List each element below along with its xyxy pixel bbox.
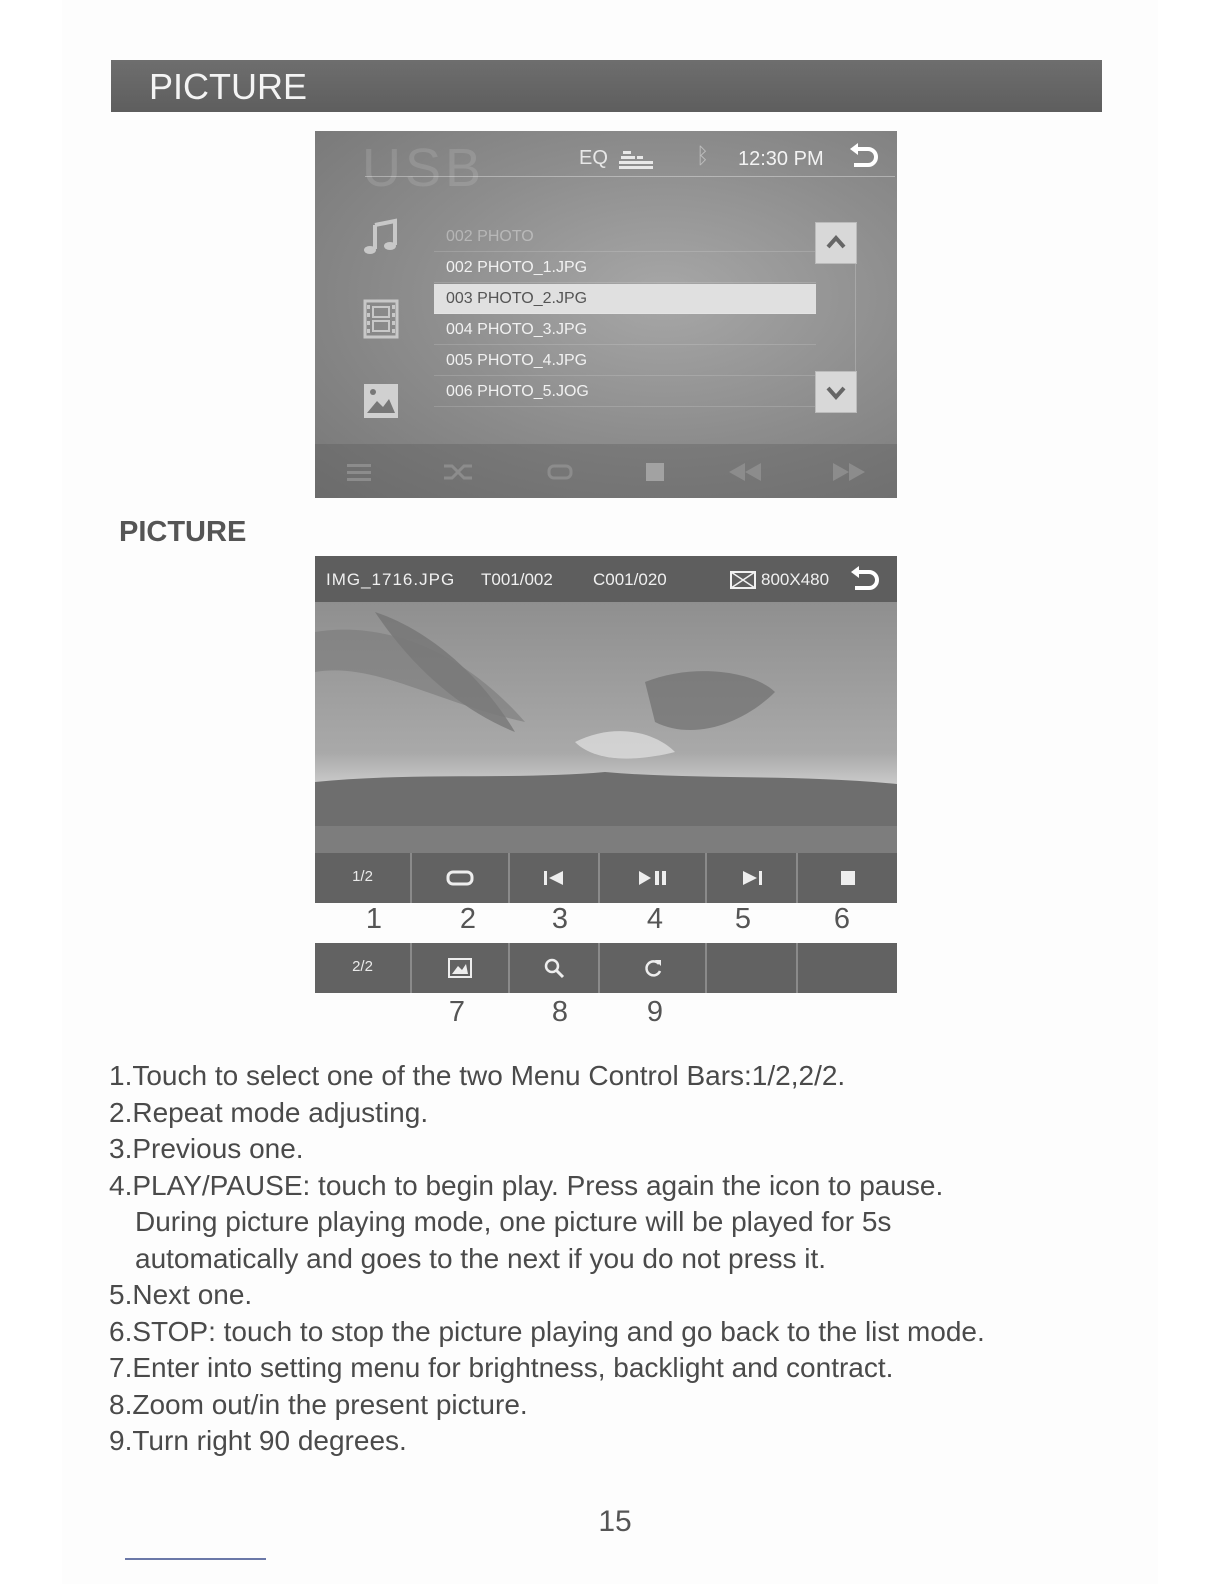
callout-number: 8 <box>551 996 569 1028</box>
picture-settings-icon <box>448 958 472 978</box>
list-item-selected[interactable]: 003 PHOTO_2.JPG <box>434 284 816 314</box>
bluetooth-icon: ᛒ <box>696 143 710 168</box>
track-counter: T001/002 <box>481 570 553 589</box>
fast-forward-icon[interactable] <box>809 445 889 498</box>
control-bar-2 <box>315 943 897 993</box>
stop-icon <box>840 870 856 886</box>
list-item[interactable]: 005 PHOTO_4.JPG <box>434 346 816 376</box>
callout-number: 6 <box>833 903 851 935</box>
zoom-icon <box>542 956 566 980</box>
list-item[interactable]: 006 PHOTO_5.JOG <box>434 377 816 407</box>
bar-switch-button[interactable] <box>315 853 412 903</box>
next-button[interactable] <box>707 853 798 903</box>
rotate-button[interactable] <box>600 943 707 993</box>
description-item: 5.Next one. <box>109 1279 253 1310</box>
callout-number: 9 <box>646 996 664 1028</box>
divider <box>365 176 895 177</box>
description-item: 9.Turn right 90 degrees. <box>109 1425 407 1456</box>
zoom-button[interactable] <box>510 943 600 993</box>
subsection-title: PICTURE <box>119 516 247 548</box>
callout-number: 1 <box>365 903 383 935</box>
rotate-icon <box>642 957 664 979</box>
description-item: 6.STOP: touch to stop the picture playing and go back to the list mode. <box>109 1315 985 1347</box>
equalizer-icon[interactable] <box>619 149 653 169</box>
empty-slot <box>798 943 897 993</box>
picture-screen <box>315 556 897 854</box>
back-icon[interactable] <box>847 564 881 596</box>
description-item-continued: During picture playing mode, one picture will be played for 5s <box>135 1206 892 1237</box>
play-pause-icon <box>637 869 669 887</box>
repeat-icon <box>445 869 475 887</box>
list-icon[interactable] <box>319 445 399 498</box>
repeat-button[interactable] <box>412 853 510 903</box>
music-note-icon[interactable] <box>361 217 401 257</box>
list-item[interactable]: 004 PHOTO_3.JPG <box>434 315 816 345</box>
picture-info-bar <box>315 556 897 602</box>
previous-icon <box>541 869 567 887</box>
resolution: 800X480 <box>761 570 830 589</box>
rewind-icon[interactable] <box>705 445 785 498</box>
bar-page-label: 1/2 <box>352 868 373 885</box>
description-item: 7.Enter into setting menu for brightness, backlight and contract. <box>109 1352 894 1383</box>
description-item: 8.Zoom out/in the present picture. <box>109 1388 528 1420</box>
next-icon <box>739 869 765 887</box>
description-list <box>109 1058 1109 1460</box>
list-item[interactable]: 002 PHOTO <box>434 222 816 252</box>
resolution-icon <box>730 571 756 589</box>
play-pause-button[interactable] <box>600 853 707 903</box>
description-item: 1.Touch to select one of the two Menu Control Bars:1/2,2/2. <box>109 1060 846 1091</box>
picture-settings-button[interactable] <box>412 943 510 993</box>
previous-button[interactable] <box>510 853 600 903</box>
film-icon[interactable] <box>361 299 401 339</box>
empty-slot <box>707 943 798 993</box>
callout-number: 7 <box>448 996 466 1028</box>
callout-number: 3 <box>551 903 569 935</box>
control-bar-1 <box>315 853 897 903</box>
picture-icon[interactable] <box>361 381 401 421</box>
file-list <box>434 222 816 409</box>
scroll-up-icon[interactable] <box>815 222 857 264</box>
description-item: 3.Previous one. <box>109 1133 304 1164</box>
description-item: 4.PLAY/PAUSE: touch to begin play. Press again the icon to pause. <box>109 1169 944 1201</box>
bar-page-label: 2/2 <box>352 958 373 975</box>
file-counter: C001/020 <box>593 570 667 589</box>
bar-switch-button[interactable] <box>315 943 412 993</box>
list-item[interactable]: 002 PHOTO_1.JPG <box>434 253 816 283</box>
callout-number: 4 <box>646 903 664 935</box>
photo-display[interactable] <box>315 602 897 854</box>
usb-source-label: USB <box>362 138 486 198</box>
callout-number: 5 <box>734 903 752 935</box>
eq-button[interactable]: EQ <box>579 147 608 169</box>
callout-number: 2 <box>459 903 477 935</box>
page-number: 15 <box>598 1505 632 1538</box>
shuffle-icon[interactable] <box>418 445 498 498</box>
description-item-continued: automatically and goes to the next if you do not press it. <box>135 1242 827 1274</box>
section-header <box>111 60 1102 112</box>
repeat-icon[interactable] <box>520 445 600 498</box>
stop-button[interactable] <box>798 853 897 903</box>
scroll-down-icon[interactable] <box>815 371 857 413</box>
stop-icon[interactable] <box>615 445 695 498</box>
usb-screen <box>315 131 897 498</box>
back-icon[interactable] <box>846 141 880 173</box>
footer-line <box>125 1558 266 1560</box>
filename: IMG_1716.JPG <box>326 570 456 589</box>
section-header-title: PICTURE <box>149 66 308 107</box>
description-item: 2.Repeat mode adjusting. <box>109 1096 429 1128</box>
clock: 12:30 PM <box>738 148 824 170</box>
